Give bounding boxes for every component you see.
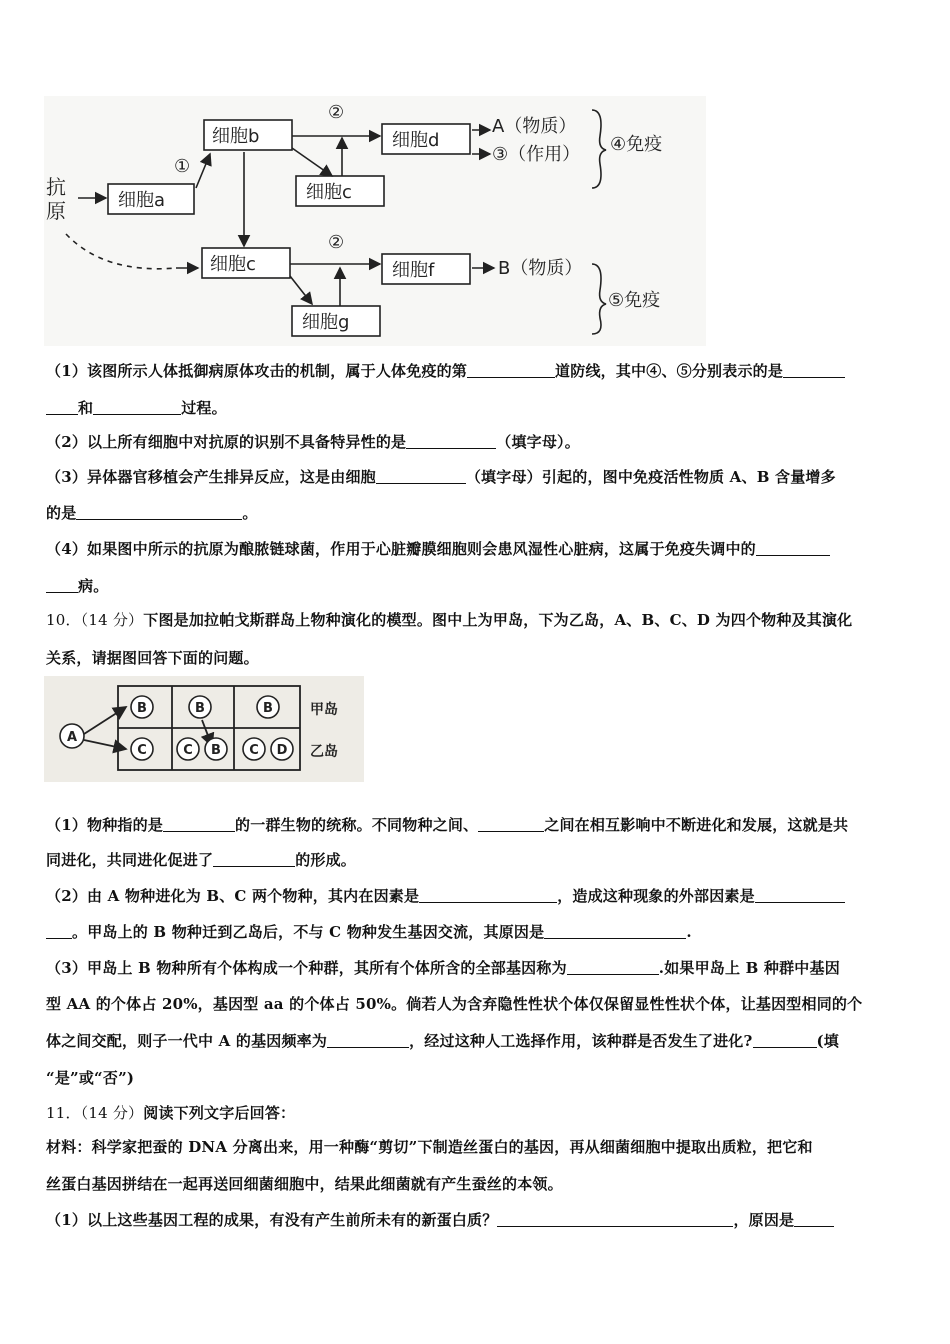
q11-material-2: 丝蛋白基因拼结在一起再送回细菌细胞中，结果此细菌就有产生蚕丝的本领。 xyxy=(46,1175,563,1193)
q9-line-2: 和 过程。 xyxy=(46,398,227,418)
label-a: A xyxy=(66,730,78,745)
blank[interactable] xyxy=(567,959,659,975)
blank[interactable] xyxy=(755,887,845,903)
label-c-2: C xyxy=(183,743,193,758)
blank[interactable] xyxy=(327,1032,409,1048)
q10-line-2: 同进化，共同进化促进了 的形成。 xyxy=(46,851,357,869)
blank[interactable] xyxy=(478,816,544,832)
q10-line-6: 型 AA 的个体占 20%，基因型 aa 的个体占 50%。倘若人为含弃隐性性状个体仅保留显性性状个体，让基因型相同的个 xyxy=(46,995,863,1013)
q9-line-3: （2）以上所有细胞中对抗原的识别不具备特异性的是 （填字母）。 xyxy=(46,433,580,451)
blank[interactable] xyxy=(213,851,295,867)
label-b-3: B xyxy=(263,701,273,716)
antigen-label-2: 原 xyxy=(46,199,66,223)
q10-line-3: （2）由 A 物种进化为 B、C 两个物种，其内在因素是 ，造成这种现象的外部因素是 xyxy=(46,886,845,906)
mark-1: ① xyxy=(174,156,191,177)
label-b-1: B xyxy=(137,701,147,716)
label-b-2: B xyxy=(195,701,205,716)
mark-2-top: ② xyxy=(328,102,345,123)
label-c-3: C xyxy=(249,743,259,758)
q9-line-6: （4）如果图中所示的抗原为酿脓链球菌，作用于心脏瓣膜细胞则会患风湿性心脏病，这属于免疫失调中的 xyxy=(46,539,830,559)
immunity-4: ④免疫 xyxy=(610,134,663,155)
blank[interactable] xyxy=(497,1211,733,1227)
blank[interactable] xyxy=(76,504,242,520)
blank[interactable] xyxy=(756,540,830,556)
q10-line-5: （3）甲岛上 B 物种所有个体构成一个种群，其所有个体所含的全部基因称为 .如果甲岛上 B 种群中基因 xyxy=(46,959,840,977)
blank[interactable] xyxy=(419,887,557,903)
output-3: ③（作用） xyxy=(492,144,581,165)
cell-c-top-label: 细胞c xyxy=(306,182,352,203)
blank[interactable] xyxy=(46,399,78,415)
output-b: B（物质） xyxy=(498,258,583,279)
label-d: D xyxy=(276,743,288,758)
q10-intro-1: 10．（14 分）下图是加拉帕戈斯群岛上物种演化的模型。图中上为甲岛，下为乙岛，A、B、C、D 为四个物种及其演化 xyxy=(46,611,853,629)
antigen-label-1: 抗 xyxy=(46,175,66,199)
q9-line-7: 病。 xyxy=(46,576,108,596)
immunity-5: ⑤免疫 xyxy=(608,290,661,311)
q10-line-7: 体之间交配，则子一代中 A 的基因频率为 ，经过这种人工选择作用，该种群是否发生了进化? (填 xyxy=(46,1032,839,1050)
output-a: A（物质） xyxy=(492,116,577,137)
blank[interactable] xyxy=(794,1211,834,1227)
q9-line-4: （3）异体器官移植会产生排异反应，这是由细胞 （填字母）引起的，图中免疫活性物质 A、B 含量增多 xyxy=(46,468,836,486)
blank[interactable] xyxy=(163,816,235,832)
blank[interactable] xyxy=(753,1032,817,1048)
q10-line-4: 。甲岛上的 B 物种迁到乙岛后，不与 C 物种发生基因交流，其原因是 . xyxy=(46,922,692,942)
island-2-label: 乙岛 xyxy=(310,744,338,760)
cell-g-label: 细胞g xyxy=(302,312,350,333)
blank[interactable] xyxy=(467,362,555,378)
q9-line-1: （1）该图所示人体抵御病原体攻击的机制，属于人体免疫的第 道防线，其中④、⑤分别表示的是 xyxy=(46,361,845,381)
cell-d-label: 细胞d xyxy=(392,130,440,151)
q10-intro-2: 关系，请据图回答下面的问题。 xyxy=(46,649,259,667)
blank[interactable] xyxy=(376,468,466,484)
q10-line-8: “是”或“否”) xyxy=(46,1069,135,1087)
immune-diagram xyxy=(44,96,706,346)
q9-line-5: 的是 。 xyxy=(46,504,258,522)
label-c-1: C xyxy=(137,743,147,758)
island-diagram xyxy=(44,676,364,782)
island-1-label: 甲岛 xyxy=(310,702,338,718)
q11-material-1: 材料：科学家把蚕的 DNA 分离出来，用一种酶“剪切”下制造丝蛋白的基因，再从细菌细胞中提取出质粒，把它和 xyxy=(46,1138,813,1156)
q11-line-1: （1）以上这些基因工程的成果，有没有产生前所未有的新蛋白质？ ，原因是 xyxy=(46,1210,834,1230)
cell-c-bottom-label: 细胞c xyxy=(210,254,256,275)
blank[interactable] xyxy=(544,923,686,939)
cell-b-label: 细胞b xyxy=(212,126,260,147)
blank[interactable] xyxy=(46,923,72,939)
cell-a-label: 细胞a xyxy=(118,190,166,211)
cell-f-label: 细胞f xyxy=(392,260,435,281)
mark-2-bottom: ② xyxy=(328,232,345,253)
q11-intro: 11．（14 分）阅读下列文字后回答： xyxy=(46,1104,296,1122)
q10-line-1: （1）物种指的是 的一群生物的统称。不同物种之间、 之间在相互影响中不断进化和发展，这就是共 xyxy=(46,816,849,834)
label-b-4: B xyxy=(211,743,221,758)
blank[interactable] xyxy=(783,362,845,378)
blank[interactable] xyxy=(46,577,78,593)
blank[interactable] xyxy=(93,399,181,415)
blank[interactable] xyxy=(406,433,496,449)
